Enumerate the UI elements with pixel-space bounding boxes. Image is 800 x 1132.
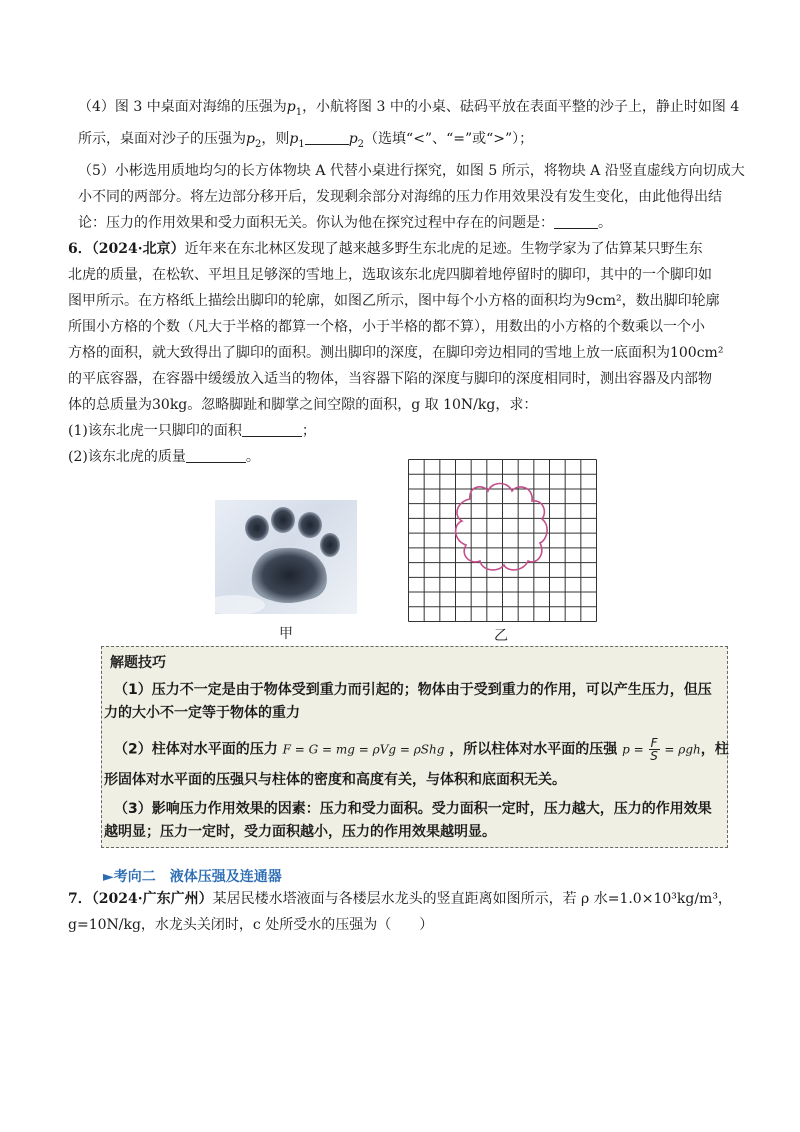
problem-solving-tips-box [101,646,728,848]
p1-symbol: p [286,99,296,115]
q6-line-7: 体的总质量为30kg。忽略脚趾和脚掌之间空隙的面积，g 取 10N/kg，求： [68,397,538,413]
p2-subscript: 2 [357,138,365,150]
q6-subquestion: (1)该东北虎一只脚印的面积 [68,423,242,439]
q4-line-1 [78,97,740,123]
q6-subquestion: (2)该东北虎的质量 [68,449,186,465]
q4-line-2 [78,129,740,155]
grid-drawing [408,459,597,622]
q6-line-6: 的平底容器，在容器中缓缓放入适当的物体，当容器下陷的深度与脚印的深度相同时，测出容器及内部物 [68,371,712,387]
tips-text: （2）柱体对水平面的压力 [114,741,278,758]
q7-line-2: g=10N/kg，水龙头关闭时，c 处所受水的压强为（ ） [68,917,434,933]
q4-text: ，小航将图 3 中的小桌、砝码平放在表面平整的沙子上，静止时如图 4 [302,99,740,115]
q6-text: 近年来在东北林区发现了越来越多野生东北虎的足迹。生物学家为了估算某只野生东 [184,241,703,257]
answer-blank[interactable] [186,448,246,463]
answer-blank[interactable] [554,214,598,229]
tips-text: ，柱 [700,741,729,758]
q6-line-1 [68,239,740,259]
pressure-formula-right: = ρgh [664,742,701,757]
q4-text: （选填“<”、“=”或“>”）； [364,131,534,147]
q4-text: 所示，桌面对沙子的压强为 [78,131,246,147]
tips-point-1-line-2: 力的大小不一定等于物体的重力 [104,705,300,721]
q5-text: 论：压力的作用效果和受力面积无关。你认为他在探究过程中存在的问题是： [78,215,554,231]
paw-print-drawing [215,500,357,614]
question-number: 7．（2024·广东广州） [68,891,213,907]
p1-subscript: 1 [298,138,305,150]
tips-point-2-line-1 [114,736,729,763]
p2-subscript: 2 [254,138,262,150]
paw-outline-grid [408,459,597,622]
q6-sub-1 [68,421,740,441]
q6-line-2: 北虎的质量，在松软、平坦且足够深的雪地上，选取该东北虎四脚着地停留时的脚印，其中的一个脚印如 [68,267,712,283]
fraction-numerator: F [650,736,658,750]
q6-text: ； [301,423,316,439]
answer-blank[interactable] [242,422,302,437]
q5-line-1: （5）小彬选用质地均匀的长方体物块 A 代替小桌进行探究，如图 5 所示，将物块 A 沿竖直虚线方向切成大 [78,163,745,179]
q6-sub-2 [68,447,740,467]
question-number: 6．（2024·北京） [68,241,185,257]
p1-subscript: 1 [295,106,303,118]
q7-text: 某居民楼水塔液面与各楼层水龙头的竖直距离如图所示，若 ρ 水=1.0×10³kg/m³， [212,891,732,907]
q6-text: 。 [245,449,260,465]
pressure-formula-left: p = [622,742,644,757]
q7-line-1 [68,889,740,909]
q6-line-5: 方格的面积，就大致得出了脚印的面积。测出脚印的深度，在脚印旁边相同的雪地上放一底面积为100cm² [68,345,724,361]
section-heading: ►考向二 液体压强及连通器 [103,869,282,885]
pressure-fraction [649,737,660,762]
paw-print-photo [215,500,357,614]
pressure-force-formula: F = G = mg = ρVg = ρShg [282,742,445,757]
q5-line-2: 小不同的两部分。将左边部分移开后，发现剩余部分对海绵的压力作用效果没有发生变化，由此他得出结 [78,189,722,205]
tips-point-3-line-2: 越明显；压力一定时，受力面积越小，压力的作用效果越明显。 [104,824,496,840]
q5-text: 。 [598,215,612,231]
tips-text: ，所以柱体对水平面的压强 [449,741,618,758]
tips-point-3-line-1: （3）影响压力作用效果的因素：压力和受力面积。受力面积一定时，压力越大，压力的作用效果 [114,801,712,817]
q6-line-4: 所围小方格的个数（凡大于半格的都算一个格，小于半格的都不算），用数出的小方格的个数乘以一个小 [68,319,705,335]
answer-blank[interactable] [305,130,349,145]
fraction-denominator: S [650,749,658,763]
q4-text: ，则 [261,131,290,147]
figure-caption-a: 甲 [279,626,293,642]
p1-symbol: p [289,131,299,147]
tips-title: 解题技巧 [110,655,166,671]
q6-line-3: 图甲所示。在方格纸上描绘出脚印的轮廓，如图乙所示，图中每个小方格的面积均为9cm²，数出脚印轮廓 [68,293,720,309]
q5-line-3 [78,213,740,233]
tips-point-2-line-2: 形固体对水平面的压强只与柱体的密度和高度有关，与体积和底面积无关。 [104,772,566,788]
p2-symbol: p [348,131,358,147]
q4-text: （4）图 3 中桌面对海绵的压强为 [78,99,287,115]
tips-point-1-line-1: （1）压力不一定是由于物体受到重力而引起的；物体由于受到重力的作用，可以产生压力，但压 [114,682,712,698]
p2-symbol: p [246,131,255,147]
figure-caption-b: 乙 [494,628,508,644]
